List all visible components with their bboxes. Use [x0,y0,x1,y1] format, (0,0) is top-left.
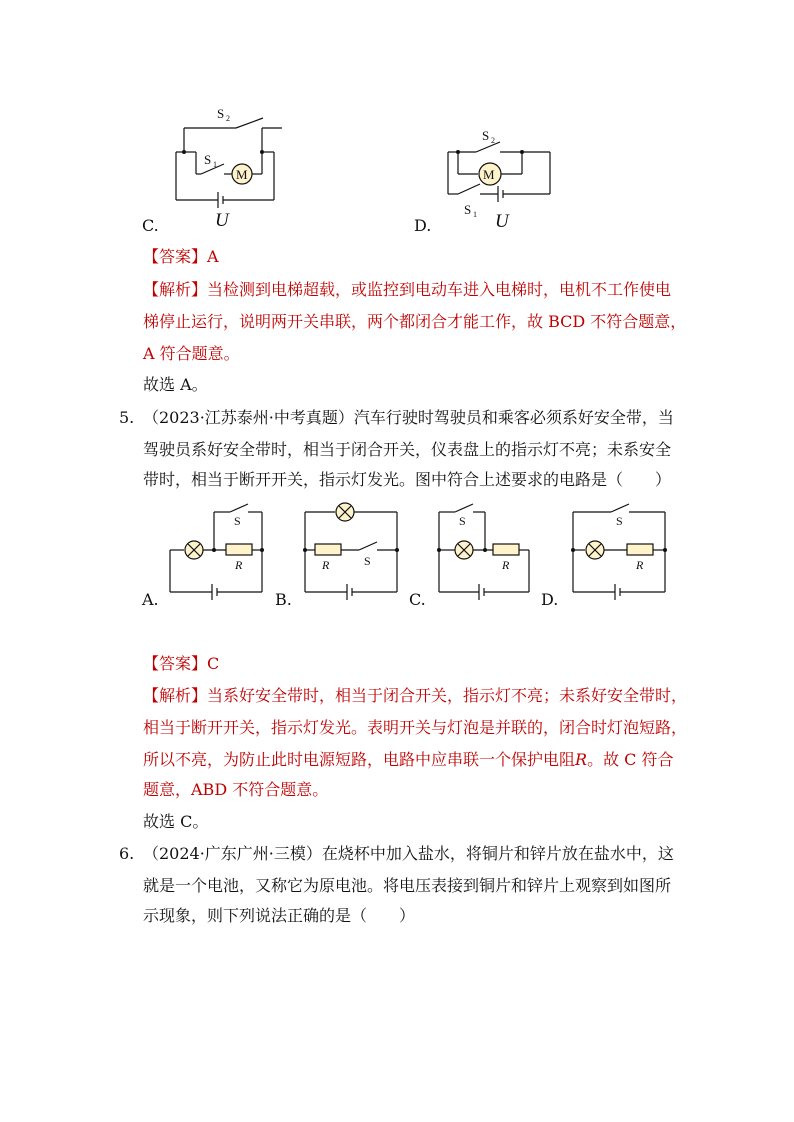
resistor-symbol: R [575,750,588,769]
analysis-line: 所以不亮，为防止此时电源短路，电路中应串联一个保护电阻 [143,750,576,769]
analysis-line: 梯停止运行，说明两开关串联，两个都闭合才能工作，故 BCD 不符合题意， [143,312,687,331]
q5-conclusion: 故选 C。 [143,812,209,831]
circuit-diagram-c [166,100,282,238]
voltage-symbol: U [495,211,509,232]
analysis-tag: 【解析】 [143,686,208,705]
q4-option-c [142,100,282,238]
option-c-label: C. [409,590,426,609]
circuit-diagram-a [162,498,267,610]
q6-stem-line: 示现象，则下列说法正确的是（ ） [143,906,416,925]
label-s2-sub: 2 [491,136,495,145]
label-s1-sub: 1 [473,210,477,219]
option-a-label: A. [142,590,159,609]
label-s1: S [464,202,472,217]
answer-value: A [207,247,219,266]
q6-stem-line: 就是一个电池，又称它为原电池。将电压表接到铜片和锌片上观察到如图所 [143,876,672,895]
q4-analysis [143,280,671,300]
q5-stem-line: 驾驶员系好安全带时，相当于闭合开关，仪表盘上的指示灯不亮；未系安全 [143,440,672,459]
label-s1: S [204,152,212,167]
circuit-diagram-b [297,498,405,610]
voltage-symbol: U [215,210,229,231]
option-d-label: D. [414,216,432,235]
label-s2-sub: 2 [226,114,230,123]
analysis-line: 相当于断开开关，指示灯发光。表明开关与灯泡是并联的，闭合时灯泡短路， [143,718,688,737]
q5-stem-line: （2023·江苏泰州·中考真题）汽车行驶时驾驶员和乘客必须系好安全带，当 [143,408,674,427]
resistor-label: R [235,558,243,572]
q4-option-d [414,126,564,238]
switch-label: S [616,514,623,528]
q5-option-a [142,498,267,610]
resistor-label: R [636,558,644,572]
q5-analysis [143,686,687,706]
analysis-line: A 符合题意。 [143,344,240,363]
analysis-line: 题意，ABD 不符合题意。 [143,780,329,799]
q4-conclusion: 故选 A。 [143,375,208,394]
analysis-line: 当系好安全带时，相当于闭合开关，指示灯不亮；未系好安全带时， [207,686,688,705]
q4-answer [143,247,219,267]
circuit-diagram-d [442,126,564,238]
switch-label: S [364,554,371,568]
q5-option-b [275,498,405,610]
switch-label: S [234,514,241,528]
answer-tag: 【答案】 [143,654,208,673]
option-d-label: D. [541,590,559,609]
q5-stem-line: 带时，相当于断开开关，指示灯发光。图中符合上述要求的电路是（ ） [143,470,672,489]
answer-tag: 【答案】 [143,247,208,266]
option-b-label: B. [275,590,292,609]
resistor-label: R [502,558,510,572]
answer-value: C [207,654,220,673]
analysis-line-group [143,750,673,770]
q5-option-d [541,498,671,610]
motor-symbol: M [483,167,495,182]
analysis-tag: 【解析】 [143,280,208,299]
resistor-label: R [322,558,330,572]
analysis-line: 当检测到电梯超载，或监控到电动车进入电梯时，电机不工作使电 [207,280,672,299]
q5-answer [143,654,219,674]
q6-number: 6. [119,844,135,863]
q6-stem-line: （2024·广东广州·三模）在烧杯中加入盐水，将铜片和锌片放在盐水中，这 [143,844,674,863]
option-c-label: C. [142,216,159,235]
motor-symbol: M [236,167,248,182]
q5-option-c [409,498,534,610]
label-s2: S [217,106,225,121]
label-s1-sub: 1 [213,160,217,169]
label-s2: S [482,128,490,143]
circuit-diagram-d [565,498,671,610]
analysis-line: 。故 C 符合 [587,750,674,769]
circuit-diagram-c [431,498,534,610]
switch-label: S [459,514,466,528]
q5-number: 5. [119,408,135,427]
